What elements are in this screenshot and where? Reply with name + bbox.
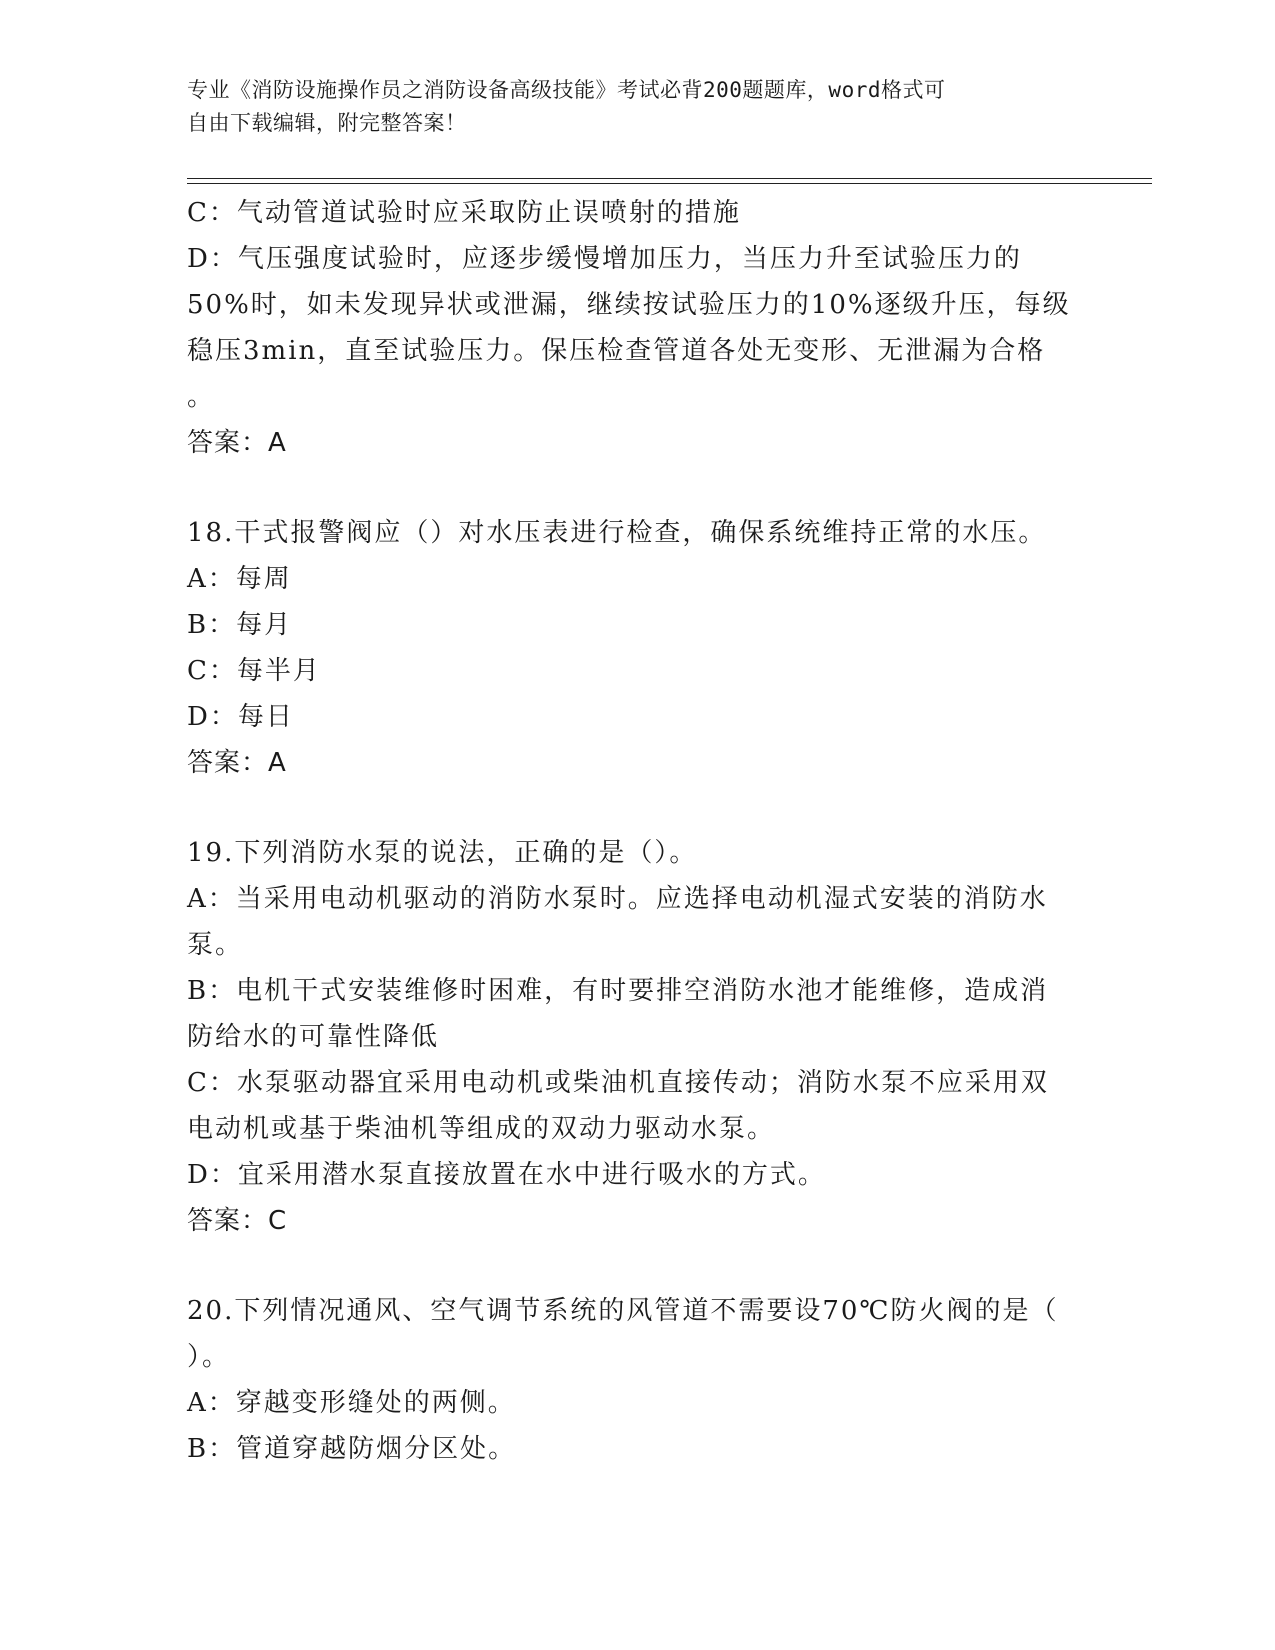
question-text-line: 泵。 bbox=[187, 930, 244, 960]
header-line-1: 专业《消防设施操作员之消防设备高级技能》考试必背200题题库，word格式可 bbox=[187, 78, 946, 102]
block-spacer bbox=[187, 786, 1087, 830]
question-text-line: 20.下列情况通风、空气调节系统的风管道不需要设70℃防火阀的是（ bbox=[187, 1296, 1059, 1326]
header-divider-top bbox=[187, 178, 1152, 179]
question-text-line: ）。 bbox=[187, 1342, 231, 1372]
answer-line: 答案：A bbox=[187, 748, 287, 778]
question-text-line: 稳压3min，直至试验压力。保压检查管道各处无变形、无泄漏为合格 bbox=[187, 336, 1046, 366]
question-text-line: D：每日 bbox=[187, 702, 294, 732]
question-text-line: A：每周 bbox=[187, 564, 292, 594]
question-text-line: 。 bbox=[187, 382, 216, 412]
question-text-line: C：气动管道试验时应采取防止误喷射的措施 bbox=[187, 198, 741, 228]
header-line-2: 自由下载编辑，附完整答案！ bbox=[187, 111, 467, 135]
question-block bbox=[187, 1288, 1087, 1472]
question-block bbox=[187, 510, 1087, 786]
question-text-line: B：管道穿越防烟分区处。 bbox=[187, 1434, 517, 1464]
question-text-line: D：气压强度试验时，应逐步缓慢增加压力，当压力升至试验压力的 bbox=[187, 244, 1022, 274]
question-text-line: B：每月 bbox=[187, 610, 293, 640]
document-header bbox=[187, 74, 1067, 140]
question-text-line: B：电机干式安装维修时困难，有时要排空消防水池才能维修，造成消 bbox=[187, 976, 1049, 1006]
question-block bbox=[187, 190, 1087, 466]
block-spacer bbox=[187, 1244, 1087, 1288]
question-text-line: D：宜采用潜水泵直接放置在水中进行吸水的方式。 bbox=[187, 1160, 826, 1190]
answer-line: 答案：C bbox=[187, 1206, 288, 1236]
question-text-line: 50%时，如未发现异状或泄漏，继续按试验压力的10%逐级升压，每级 bbox=[187, 290, 1071, 320]
question-text-line: 防给水的可靠性降低 bbox=[187, 1022, 440, 1052]
answer-line: 答案：A bbox=[187, 428, 287, 458]
question-text-line: C：每半月 bbox=[187, 656, 321, 686]
question-text-line: 19.下列消防水泵的说法，正确的是（）。 bbox=[187, 838, 698, 868]
header-divider-bottom bbox=[187, 183, 1152, 184]
question-text-line: 18.干式报警阀应（）对水压表进行检查，确保系统维持正常的水压。 bbox=[187, 518, 1047, 548]
question-block bbox=[187, 830, 1087, 1244]
question-text-line: A：当采用电动机驱动的消防水泵时。应选择电动机湿式安装的消防水 bbox=[187, 884, 1048, 914]
block-spacer bbox=[187, 466, 1087, 510]
question-text-line: 电动机或基于柴油机等组成的双动力驱动水泵。 bbox=[187, 1114, 776, 1144]
question-content bbox=[187, 190, 1087, 1472]
question-text-line: C：水泵驱动器宜采用电动机或柴油机直接传动；消防水泵不应采用双 bbox=[187, 1068, 1049, 1098]
question-text-line: A：穿越变形缝处的两侧。 bbox=[187, 1388, 516, 1418]
